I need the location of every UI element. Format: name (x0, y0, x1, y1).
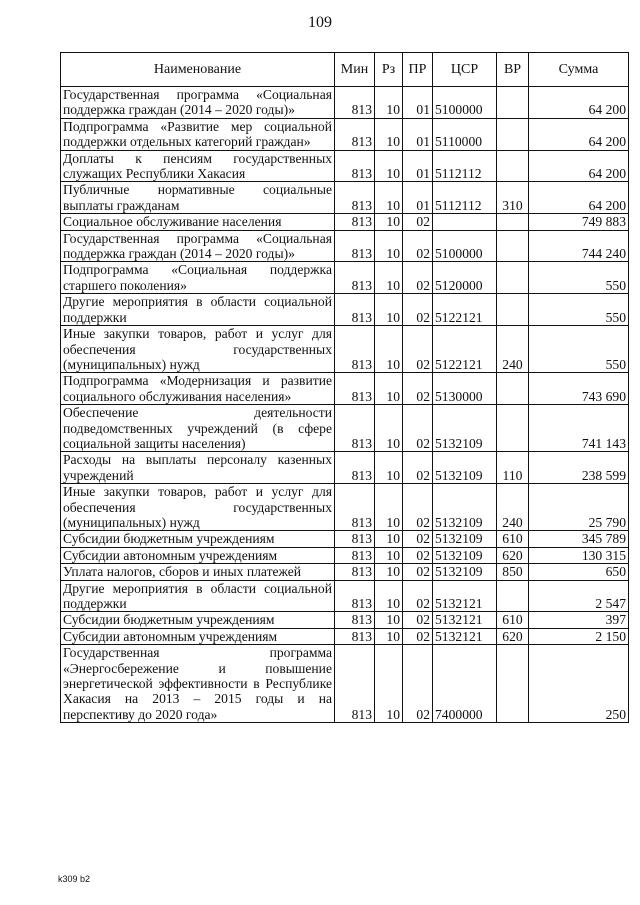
row-min-cell: 813 (335, 484, 375, 531)
table-row (61, 230, 629, 262)
row-csr-cell: 5132109 (433, 564, 497, 580)
row-sum-cell: 64 200 (529, 150, 629, 182)
row-name-cell: Субсидии автономным учреждениям (61, 547, 335, 563)
row-sum-cell: 130 315 (529, 547, 629, 563)
table-row (61, 580, 629, 612)
row-min-cell: 813 (335, 87, 375, 119)
row-vr-cell (497, 262, 529, 294)
header-csr: ЦСР (433, 53, 497, 87)
table-body (61, 87, 629, 723)
row-pr-cell: 02 (403, 214, 433, 230)
row-sum-cell: 25 790 (529, 484, 629, 531)
row-csr-cell: 5120000 (433, 262, 497, 294)
row-csr-cell: 5132109 (433, 405, 497, 452)
row-name-cell: Субсидии бюджетным учреждениям (61, 612, 335, 628)
header-rz: Рз (375, 53, 403, 87)
row-rz-cell: 10 (375, 294, 403, 326)
row-name-cell: Социальное обслуживание населения (61, 214, 335, 230)
row-min-cell: 813 (335, 373, 375, 405)
row-csr-cell: 5112112 (433, 182, 497, 214)
row-name-cell: Субсидии бюджетным учреждениям (61, 531, 335, 547)
row-csr-cell: 5130000 (433, 373, 497, 405)
row-name-cell: Субсидии автономным учреждениям (61, 628, 335, 644)
table-row (61, 294, 629, 326)
row-pr-cell: 02 (403, 645, 433, 723)
row-min-cell: 813 (335, 628, 375, 644)
row-sum-cell: 741 143 (529, 405, 629, 452)
table-row (61, 182, 629, 214)
row-name-cell: Государственная программа «Социальная поддержка граждан (2014 – 2020 годы)» (61, 87, 335, 119)
table-row (61, 150, 629, 182)
row-vr-cell (497, 214, 529, 230)
row-vr-cell (497, 150, 529, 182)
row-rz-cell: 10 (375, 612, 403, 628)
row-vr-cell (497, 645, 529, 723)
row-sum-cell: 64 200 (529, 182, 629, 214)
row-sum-cell: 744 240 (529, 230, 629, 262)
table-row (61, 452, 629, 484)
row-csr-cell: 7400000 (433, 645, 497, 723)
row-name-cell: Подпрограмма «Развитие мер социальной поддержки отдельных категорий граждан» (61, 118, 335, 150)
row-min-cell: 813 (335, 547, 375, 563)
row-min-cell: 813 (335, 564, 375, 580)
row-pr-cell: 01 (403, 87, 433, 119)
row-rz-cell: 10 (375, 645, 403, 723)
table-row (61, 612, 629, 628)
row-sum-cell: 749 883 (529, 214, 629, 230)
row-name-cell: Государственная программа «Социальная поддержка граждан (2014 – 2020 годы)» (61, 230, 335, 262)
table-row (61, 547, 629, 563)
table-row (61, 214, 629, 230)
table-row (61, 484, 629, 531)
row-vr-cell: 310 (497, 182, 529, 214)
row-vr-cell (497, 87, 529, 119)
row-pr-cell: 02 (403, 612, 433, 628)
row-min-cell: 813 (335, 214, 375, 230)
table-row (61, 628, 629, 644)
table-row (61, 531, 629, 547)
row-name-cell: Иные закупки товаров, работ и услуг для обеспечения государственных (муниципальных) нужд (61, 484, 335, 531)
row-vr-cell: 110 (497, 452, 529, 484)
row-vr-cell (497, 118, 529, 150)
row-sum-cell: 550 (529, 294, 629, 326)
row-sum-cell: 397 (529, 612, 629, 628)
row-vr-cell (497, 294, 529, 326)
row-pr-cell: 02 (403, 262, 433, 294)
row-pr-cell: 01 (403, 118, 433, 150)
row-sum-cell: 550 (529, 326, 629, 373)
row-pr-cell: 02 (403, 373, 433, 405)
row-pr-cell: 02 (403, 294, 433, 326)
table-row (61, 564, 629, 580)
row-name-cell: Подпрограмма «Социальная поддержка старшего поколения» (61, 262, 335, 294)
row-name-cell: Государственная программа «Энергосбережение и повышение энергетической эффективности в Республике Хакасия на 2013 – 2015 годы и на перспективу до 2020 года» (61, 645, 335, 723)
row-min-cell: 813 (335, 612, 375, 628)
row-rz-cell: 10 (375, 547, 403, 563)
row-csr-cell: 5132109 (433, 484, 497, 531)
row-rz-cell: 10 (375, 87, 403, 119)
row-rz-cell: 10 (375, 326, 403, 373)
row-pr-cell: 02 (403, 452, 433, 484)
row-vr-cell: 850 (497, 564, 529, 580)
row-min-cell: 813 (335, 118, 375, 150)
row-vr-cell: 610 (497, 531, 529, 547)
table-row (61, 326, 629, 373)
row-min-cell: 813 (335, 405, 375, 452)
row-csr-cell: 5112112 (433, 150, 497, 182)
row-csr-cell: 5122121 (433, 326, 497, 373)
row-pr-cell: 02 (403, 230, 433, 262)
table-header-row (61, 53, 629, 87)
row-rz-cell: 10 (375, 405, 403, 452)
row-pr-cell: 02 (403, 547, 433, 563)
row-min-cell: 813 (335, 580, 375, 612)
row-csr-cell: 5132109 (433, 531, 497, 547)
row-pr-cell: 01 (403, 150, 433, 182)
row-rz-cell: 10 (375, 531, 403, 547)
row-name-cell: Другие мероприятия в области социальной поддержки (61, 580, 335, 612)
row-vr-cell (497, 580, 529, 612)
table-row (61, 262, 629, 294)
row-rz-cell: 10 (375, 373, 403, 405)
row-vr-cell (497, 230, 529, 262)
row-sum-cell: 345 789 (529, 531, 629, 547)
row-vr-cell: 240 (497, 326, 529, 373)
row-min-cell: 813 (335, 182, 375, 214)
row-min-cell: 813 (335, 452, 375, 484)
row-rz-cell: 10 (375, 118, 403, 150)
row-rz-cell: 10 (375, 484, 403, 531)
row-pr-cell: 02 (403, 405, 433, 452)
header-min: Мин (335, 53, 375, 87)
row-name-cell: Другие мероприятия в области социальной поддержки (61, 294, 335, 326)
row-min-cell: 813 (335, 531, 375, 547)
row-name-cell: Публичные нормативные социальные выплаты гражданам (61, 182, 335, 214)
row-csr-cell: 5132121 (433, 612, 497, 628)
row-rz-cell: 10 (375, 628, 403, 644)
row-name-cell: Иные закупки товаров, работ и услуг для обеспечения государственных (муниципальных) нужд (61, 326, 335, 373)
header-sum: Сумма (529, 53, 629, 87)
row-csr-cell (433, 214, 497, 230)
row-name-cell: Обеспечение деятельности подведомственных учреждений (в сфере социальной защиты населения) (61, 405, 335, 452)
row-rz-cell: 10 (375, 182, 403, 214)
row-min-cell: 813 (335, 645, 375, 723)
row-sum-cell: 238 599 (529, 452, 629, 484)
row-rz-cell: 10 (375, 580, 403, 612)
table-row (61, 118, 629, 150)
row-rz-cell: 10 (375, 230, 403, 262)
row-pr-cell: 02 (403, 580, 433, 612)
row-pr-cell: 02 (403, 484, 433, 531)
row-vr-cell: 610 (497, 612, 529, 628)
row-sum-cell: 650 (529, 564, 629, 580)
row-min-cell: 813 (335, 230, 375, 262)
row-name-cell: Подпрограмма «Модернизация и развитие социального обслуживания населения» (61, 373, 335, 405)
row-csr-cell: 5110000 (433, 118, 497, 150)
row-pr-cell: 02 (403, 564, 433, 580)
row-vr-cell: 620 (497, 628, 529, 644)
row-pr-cell: 01 (403, 182, 433, 214)
row-pr-cell: 02 (403, 531, 433, 547)
header-pr: ПР (403, 53, 433, 87)
row-min-cell: 813 (335, 326, 375, 373)
row-sum-cell: 2 150 (529, 628, 629, 644)
table-row (61, 373, 629, 405)
row-vr-cell: 620 (497, 547, 529, 563)
budget-table (60, 52, 629, 723)
row-csr-cell: 5100000 (433, 230, 497, 262)
table-row (61, 405, 629, 452)
row-sum-cell: 64 200 (529, 87, 629, 119)
row-sum-cell: 64 200 (529, 118, 629, 150)
row-vr-cell (497, 373, 529, 405)
table-row (61, 87, 629, 119)
row-csr-cell: 5132109 (433, 547, 497, 563)
row-csr-cell: 5132109 (433, 452, 497, 484)
row-name-cell: Уплата налогов, сборов и иных платежей (61, 564, 335, 580)
row-name-cell: Расходы на выплаты персоналу казенных учреждений (61, 452, 335, 484)
row-csr-cell: 5100000 (433, 87, 497, 119)
row-csr-cell: 5132121 (433, 628, 497, 644)
header-name: Наименование (61, 53, 335, 87)
row-name-cell: Доплаты к пенсиям государственных служащих Республики Хакасия (61, 150, 335, 182)
row-rz-cell: 10 (375, 262, 403, 294)
row-csr-cell: 5132121 (433, 580, 497, 612)
row-sum-cell: 250 (529, 645, 629, 723)
row-pr-cell: 02 (403, 326, 433, 373)
row-min-cell: 813 (335, 262, 375, 294)
row-vr-cell (497, 405, 529, 452)
header-vr: ВР (497, 53, 529, 87)
row-csr-cell: 5122121 (433, 294, 497, 326)
row-sum-cell: 550 (529, 262, 629, 294)
row-rz-cell: 10 (375, 150, 403, 182)
row-min-cell: 813 (335, 294, 375, 326)
row-rz-cell: 10 (375, 564, 403, 580)
row-min-cell: 813 (335, 150, 375, 182)
table-row (61, 645, 629, 723)
row-pr-cell: 02 (403, 628, 433, 644)
page-number: 109 (308, 14, 332, 31)
row-sum-cell: 2 547 (529, 580, 629, 612)
row-sum-cell: 743 690 (529, 373, 629, 405)
footer-code: k309 b2 (58, 874, 91, 884)
row-rz-cell: 10 (375, 214, 403, 230)
row-rz-cell: 10 (375, 452, 403, 484)
row-vr-cell: 240 (497, 484, 529, 531)
